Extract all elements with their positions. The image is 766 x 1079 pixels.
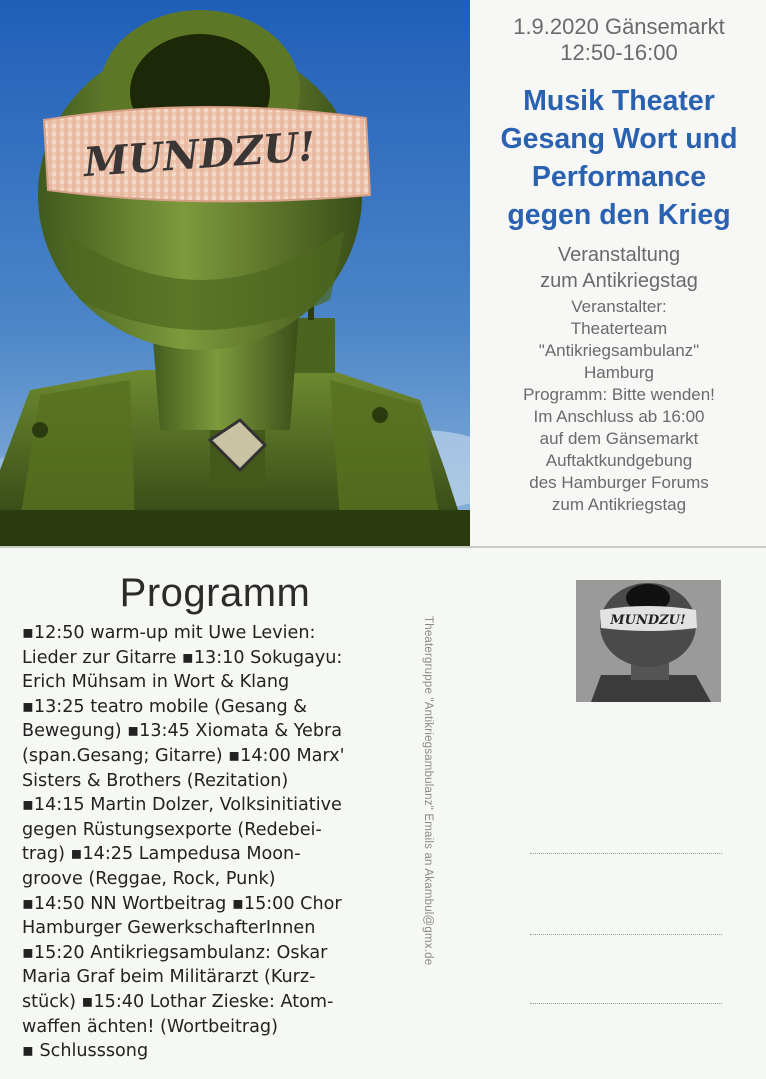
programm-line: Erich Mühsam in Wort & Klang (22, 672, 290, 693)
stamp-illustration (576, 580, 721, 702)
programm-line: ▪14:15 Martin Dolzer, Volksinitiative (22, 795, 342, 816)
programm-line: stück) ▪15:40 Lothar Zieske: Atom- (22, 991, 334, 1012)
programm-line: ▪ Schlusssong (22, 1041, 149, 1062)
details-line: Veranstalter: (571, 297, 667, 316)
tank-head-illustration (0, 0, 470, 547)
address-line (530, 853, 722, 854)
details-line: Im Anschluss ab 16:00 (533, 407, 705, 426)
programm-line: ▪14:50 NN Wortbeitrag ▪15:00 Chor (22, 893, 342, 914)
programm-line: trag) ▪14:25 Lampedusa Moon- (22, 844, 301, 865)
subline-line: Veranstaltung (557, 244, 681, 266)
flyer-back (0, 548, 766, 1079)
blindfold-text: MUNDZU! (82, 122, 318, 187)
programm-line: Hamburger GewerkschafterInnen (22, 918, 316, 939)
programm-line: ▪12:50 warm-up mit Uwe Levien: (22, 623, 316, 643)
programm-line: ▪13:25 teatro mobile (Gesang & (22, 696, 307, 717)
address-line (530, 1003, 722, 1004)
details-line: zum Antikriegstag (551, 495, 687, 514)
programm-title: Programm (119, 571, 311, 615)
event-subline (472, 242, 766, 294)
programm-list (22, 621, 422, 1064)
event-time: 12:50-16:00 (560, 40, 678, 65)
details-line: Theaterteam (570, 319, 668, 338)
programm-line: Maria Graf beim Militärarzt (Kurz- (22, 967, 316, 988)
programm-line: Sisters & Brothers (Rezitation) (22, 770, 289, 791)
subline-line: zum Antikriegstag (540, 270, 698, 292)
details-line: auf dem Gänsemarkt (539, 429, 699, 448)
details-line: Hamburg (584, 363, 654, 382)
organizer-details (472, 296, 766, 516)
details-line: "Antikriegsambulanz" (538, 341, 700, 360)
sender-contact-vertical: Theatergruppe "Antikriegsambulanz" Emails an Akambul@gmx.de (422, 616, 434, 966)
headline-line: Gesang Wort und (500, 123, 738, 155)
programm-line: ▪15:20 Antikriegsambulanz: Oskar (22, 942, 328, 963)
headline-line: Musik Theater (523, 85, 715, 117)
programm-line: Lieder zur Gitarre ▪13:10 Sokugayu: (22, 647, 343, 668)
programm-line: Bewegung) ▪13:45 Xiomata & Yebra (22, 721, 343, 742)
event-headline (472, 82, 766, 234)
programm-line: waffen ächten! (Wortbeitrag) (22, 1016, 278, 1037)
programm-line: gegen Rüstungsexporte (Redebei- (22, 819, 322, 840)
poster-photo (0, 0, 470, 547)
event-info-panel (472, 0, 766, 547)
details-line: Auftaktkundgebung (545, 451, 693, 470)
event-date: 1.9.2020 Gänsemarkt (513, 14, 725, 39)
programm-line: groove (Reggae, Rock, Punk) (22, 868, 276, 889)
stamp-text: MUNDZU! (610, 613, 686, 628)
address-line (530, 934, 722, 935)
details-line: des Hamburger Forums (529, 473, 709, 492)
programm-line: (span.Gesang; Gitarre) ▪14:00 Marx' (22, 745, 345, 766)
headline-line: gegen den Krieg (507, 199, 731, 231)
headline-line: Performance (531, 161, 707, 193)
stamp-image (576, 580, 721, 702)
details-line: Programm: Bitte wenden! (523, 385, 715, 404)
